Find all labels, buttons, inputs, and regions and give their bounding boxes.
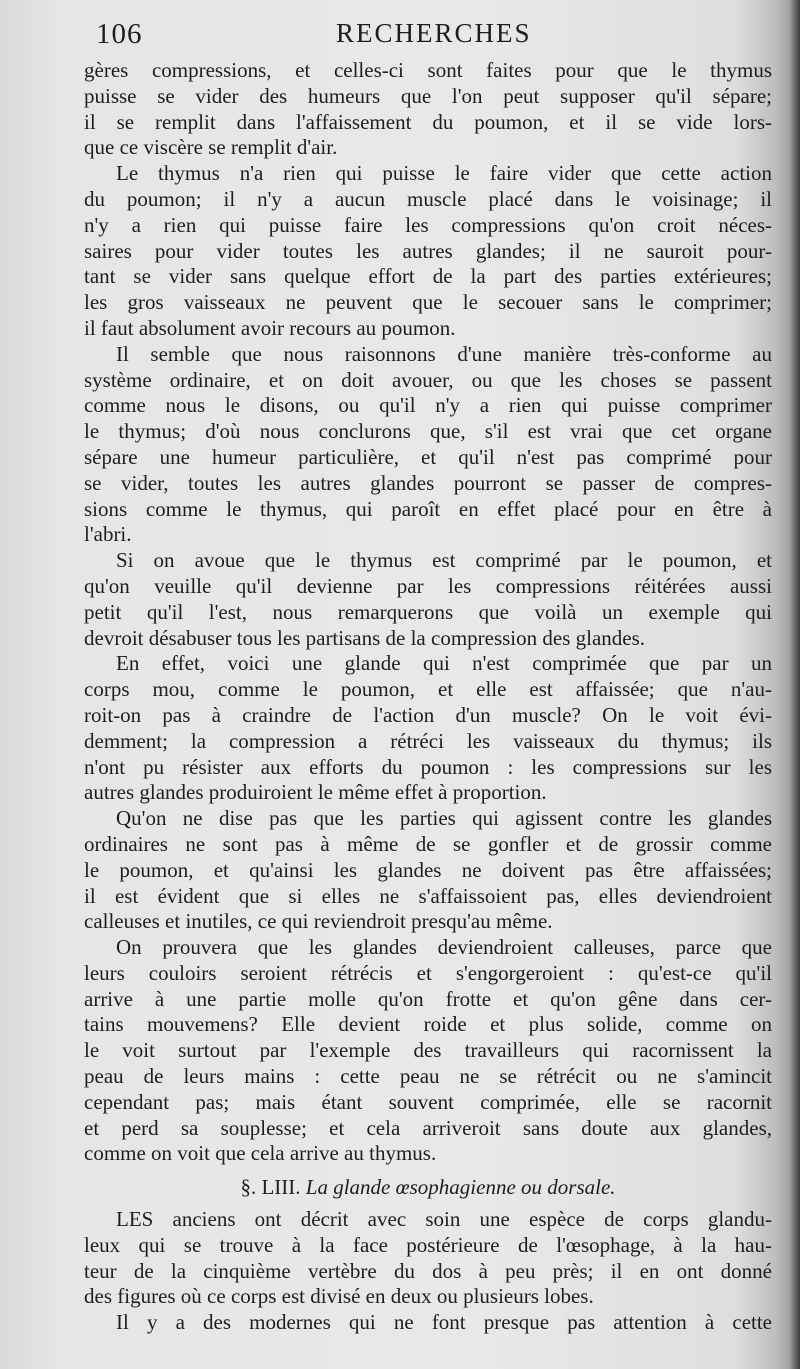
text-line: le poumon, et qu'ainsi les glandes ne doivent pas être affaissées;: [84, 857, 772, 882]
text-line: devroit désabuser tous les partisans de la compression des glandes.: [84, 625, 646, 650]
text-line: il faut absolument avoir recours au poumon.: [84, 315, 456, 340]
text-line: il se remplit dans l'affaissement du poumon, et il se vide lors-: [84, 109, 772, 134]
page-number: 106: [96, 18, 143, 50]
text-line: qu'on veuille qu'il devienne par les compressions réitérées aussi: [84, 573, 772, 598]
text-line: comme nous le disons, ou qu'il n'y a rien qui puisse comprimer: [84, 393, 772, 418]
text-line: leux qui se trouve à la face postérieure de l'œsophage, à la hau-: [84, 1232, 772, 1257]
body-paragraphs: [84, 58, 772, 1167]
text-line: saires pour vider toutes les autres glandes; il ne sauroit pour-: [84, 238, 772, 263]
text-line: tant se vider sans quelque effort de la part des parties extérieures;: [84, 264, 772, 289]
text-line: système ordinaire, et on doit avouer, ou que les choses se passent: [84, 367, 772, 392]
text-line: ordinaires ne sont pas à même de se gonfler et de grossir comme: [84, 831, 772, 856]
text-line: le thymus; d'où nous conclurons que, s'il est vrai que cet organe: [84, 419, 772, 444]
section-heading: [84, 1175, 772, 1201]
text-line: se vider, toutes les autres glandes pourront se passer de compres-: [84, 470, 772, 495]
text-line: le voit surtout par l'exemple des travailleurs qui racornissent la: [84, 1038, 772, 1063]
text-line: que ce viscère se remplit d'air.: [84, 135, 338, 160]
text-line: calleuses et inutiles, ce qui reviendroit presqu'au même.: [84, 909, 553, 934]
page-edge-shadow: [790, 0, 800, 1369]
running-title: RECHERCHES: [336, 18, 532, 48]
text-line: LES anciens ont décrit avec soin une espèce de corps glandu-: [116, 1207, 772, 1232]
text-line: En effet, voici une glande qui n'est comprimée que par un: [116, 651, 772, 676]
body-text: [84, 58, 772, 1336]
text-line: leurs couloirs seroient rétrécis et s'engorgeroient : qu'est-ce qu'il: [84, 960, 772, 985]
page-header: [96, 18, 760, 52]
text-line: les gros vaisseaux ne peuvent que le secouer sans le comprimer;: [84, 290, 772, 315]
text-line: gères compressions, et celles-ci sont faites pour que le thymus: [84, 58, 772, 82]
text-line: l'abri.: [84, 522, 132, 547]
text-line: du poumon; il n'y a aucun muscle placé dans le voisinage; il: [84, 186, 772, 211]
text-line: Si on avoue que le thymus est comprimé par le poumon, et: [116, 548, 772, 573]
text-line: cependant pas; mais étant souvent comprimée, elle se racornit: [84, 1089, 772, 1114]
text-line: et perd sa souplesse; et cela arriveroit sans doute aux glandes,: [84, 1115, 772, 1140]
text-line: Il y a des modernes qui ne font presque pas attention à cette: [116, 1310, 772, 1335]
text-line: On prouvera que les glandes deviendroient calleuses, parce que: [116, 935, 772, 960]
text-line: peau de leurs mains : cette peau ne se rétrécit ou ne s'amincit: [84, 1064, 772, 1089]
text-line: arrive à une partie molle qu'on frotte et qu'on gêne dans cer-: [84, 986, 772, 1011]
section-paragraphs: [84, 1207, 772, 1336]
text-line: Qu'on ne dise pas que les parties qui agissent contre les glandes: [116, 806, 772, 831]
text-line: petit qu'il l'est, nous remarquerons que voilà un exemple qui: [84, 599, 772, 624]
text-line: tains mouvemens? Elle devient roide et plus solide, comme on: [84, 1012, 772, 1037]
text-line: teur de la cinquième vertèbre du dos à peu près; il en ont donné: [84, 1258, 772, 1283]
text-line: n'y a rien qui puisse faire les compressions qu'on croit néces-: [84, 212, 772, 237]
text-line: Le thymus n'a rien qui puisse le faire vider que cette action: [116, 161, 772, 186]
text-line: corps mou, comme le poumon, et elle est affaissée; que n'au-: [84, 677, 772, 702]
text-line: Il semble que nous raisonnons d'une manière très-conforme au: [116, 341, 772, 366]
section-label: §. LIII.: [240, 1175, 301, 1200]
text-line: des figures où ce corps est divisé en deux ou plusieurs lobes.: [84, 1284, 594, 1309]
text-line: il est évident que si elles ne s'affaissoient pas, elles deviendroient: [84, 883, 772, 908]
text-line: n'ont pu résister aux efforts du poumon : les compressions sur les: [84, 754, 772, 779]
text-line: autres glandes produiroient le même effet à proportion.: [84, 780, 547, 805]
text-line: demment; la compression a rétréci les vaisseaux du thymus; ils: [84, 728, 772, 753]
text-line: roit-on pas à craindre de l'action d'un muscle? On le voit évi-: [84, 702, 772, 727]
text-line: puisse se vider des humeurs que l'on peut supposer qu'il sépare;: [84, 83, 772, 108]
section-title: La glande œsophagienne ou dorsale.: [305, 1175, 616, 1200]
text-line: sépare une humeur particulière, et qu'il n'est pas comprimé pour: [84, 444, 772, 469]
text-line: comme on voit que cela arrive au thymus.: [84, 1141, 437, 1166]
text-line: sions comme le thymus, qui paroît en effet placé pour en être à: [84, 496, 772, 521]
